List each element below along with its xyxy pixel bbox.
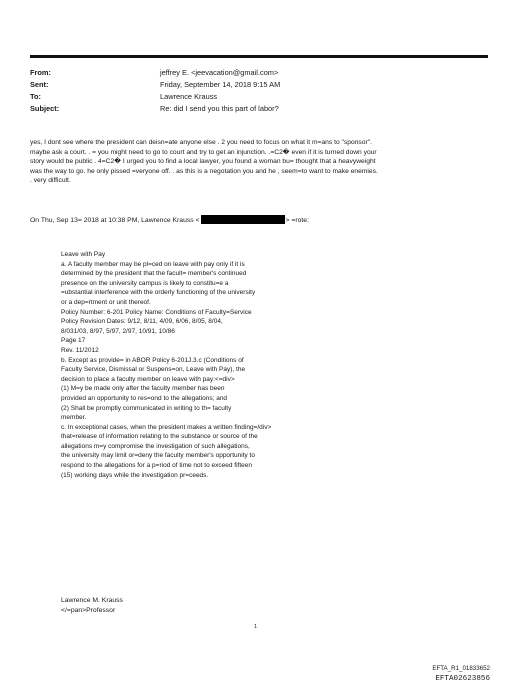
quoted-line: Rev. 11/2012 (61, 346, 99, 354)
bates-number-primary: EFTA_R1_01833652 (432, 665, 490, 672)
quoted-line: Page 17 (61, 337, 86, 345)
signature-title: </=pan>Professor (61, 607, 116, 614)
quoted-line: determined by the president that the facult= member's continued (61, 270, 247, 278)
to-label: To: (30, 92, 41, 101)
quoted-line: provided an opportunity to res=ond to the allegations; and (61, 394, 228, 402)
quoted-line: or a dep=rtment or unit thereof. (61, 298, 151, 306)
quoted-line: Policy Number: 6-201 Policy Name: Conditions of Faculty=Service (61, 308, 252, 316)
quoted-line: the university may limit or=deny the faculty member's opportunity to (61, 452, 255, 460)
signature-block (61, 596, 123, 616)
quoted-line: allegations m=y compromise the investigation of such allegations, (61, 442, 250, 450)
to-value: Lawrence Krauss (160, 92, 218, 101)
quoted-line: (1) M=y be made only after the faculty member has been (61, 385, 225, 393)
reply-line: story would be public . 4=C2� I urged you to find a local lawyer, you found a woman bu= thought that a heavyweight (30, 158, 376, 166)
quoted-line: (2) Shall be promptly communicated in writing to th= faculty (61, 404, 232, 412)
quote-attribution-end: > =rote: (285, 217, 309, 224)
sent-label: Sent: (30, 80, 49, 89)
subject-value: Re: did I send you this part of labor? (160, 104, 279, 113)
quoted-line: presence on the university campus is likely to constitu=e a (61, 279, 229, 287)
sent-value: Friday, September 14, 2018 9:15 AM (160, 80, 281, 89)
redaction-bar (201, 215, 285, 224)
quoted-line: decision to place a faculty member on leave with pay:<=div> (61, 375, 235, 383)
quote-attribution (30, 215, 309, 225)
reply-line: yes, I dont see where the president can deisn=ate anyone else . 2 you need to focus on what it m=ans to "sponsor". (30, 139, 372, 146)
quoted-line: respond to the allegations for a p=riod of time not to exceed fifteen (61, 462, 252, 470)
quoted-message (61, 250, 391, 480)
header-rule (30, 55, 488, 58)
quoted-line: =ubstantial interference with the orderly functioning of the university (61, 289, 256, 297)
quoted-line: Leave with Pay (61, 251, 106, 258)
quoted-line: member. (61, 414, 87, 422)
reply-body (30, 138, 490, 186)
quoted-line: c. In exceptional cases, when the president makes a written finding=/div> (61, 423, 272, 431)
from-label: From: (30, 68, 51, 77)
subject-label: Subject: (30, 104, 60, 113)
quoted-line: that=release of information relating to the substance or source of the (61, 433, 258, 441)
quoted-line: a. A faculty member may be pl=ced on leave with pay only if it is (61, 260, 245, 268)
quoted-line: (15) working days while the investigation pr=ceeds. (61, 471, 209, 479)
from-value: jeffrey E. <jeevacation@gmail.com> (160, 68, 279, 77)
page-number: 1 (254, 624, 258, 630)
quoted-line: Policy Revision Dates: 9/12, 8/11, 4/09, 6/06, 8/05, 8/04, (61, 318, 223, 326)
quoted-line: b. Except as provide= in ABOR Policy 6-201J.3.c (Conditions of (61, 356, 244, 364)
bates-number-secondary: EFTA02623856 (435, 675, 490, 683)
quoted-line: Faculty Service, Dismissal or Suspens=on, Leave with Pay), the (61, 366, 246, 374)
signature-name: Lawrence M. Krauss (61, 597, 123, 604)
reply-line: maybe ask a court. . = you might need to go to court and try to get an injunction. .=C2� even if it is turned down your (30, 148, 377, 156)
quote-attribution-start: On Thu, Sep 13= 2018 at 10:38 PM, Lawrence Krauss < (30, 217, 200, 224)
reply-line: was the way to go. he only pissed =veryone off. . as this is a negotation you and he , seem=to want to make enemies. (30, 167, 378, 175)
reply-line: . very difficult. (30, 177, 71, 185)
quoted-line: 8/031/03, 8/97, 5/97, 2/97, 10/91, 10/86 (61, 327, 175, 335)
